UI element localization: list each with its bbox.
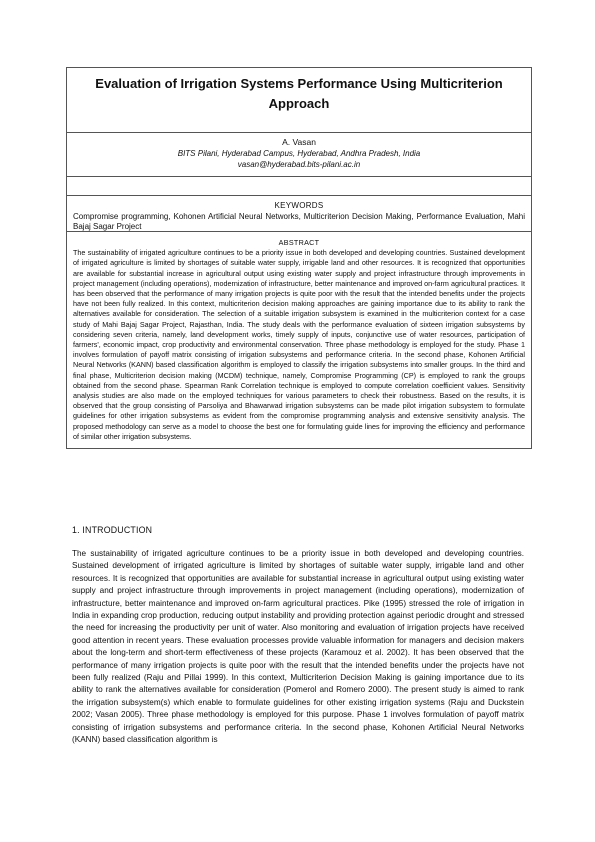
keywords-text: Compromise programming, Kohonen Artificial Neural Networks, Multicriterion Decision Making, Performance Evaluation, Mahi Bajaj Sagar Project	[73, 211, 525, 231]
abstract-section	[67, 232, 531, 448]
introduction-body: The sustainability of irrigated agriculture continues to be a priority issue in both developed and developing countries. Sustained development of irrigated agriculture is limited by shortages of suitable water supply, irrigable land and other resources. It is recognized that opportunities are available for substantial increase in agricultural output using existing water supply and project infrastructure through improvements in project management (including operations), modernization of infrastructure, better maintenance and improved on-farm agricultural practices. Pike (1995) stressed the role of irrigation in India in expanding crop production, reducing output instability and providing protection against periodic drought and stressed the need for increasing the productivity per unit of water. Also monitoring and evaluation of irrigation projects have received good attention in recent years. These evaluation processes provide valuable information for managers and decision makers about the long-term and short-term effectiveness of these projects (Karamouz et al. 2002). It has been observed that the performance of many irrigation projects is quite poor with the result that the intended benefits under the projects have not been fully realized (Raju and Pillai 1999). In this context, Multicriterion Decision Making is gaining importance due to its ability to rank the alternatives available for consideration (Pomerol and Romero 2000). The present study is aimed to rank the irrigation subsystem(s) which enable to formulate guidelines for other existing irrigation systems (Raju and Duckstein 2002; Vasan 2005). Three phase methodology is employed for this purpose. Phase 1 involves formulation of payoff matrix consisting of irrigation subsystems and performance criteria. In the second phase, Kohonen Artificial Neural Networks (KANN) based classification algorithm is	[72, 549, 524, 745]
title-section	[67, 68, 531, 133]
paper-header-box	[66, 67, 532, 449]
author-email: vasan@hyderabad.bits-pilani.ac.in	[237, 160, 361, 169]
keywords-section	[67, 196, 531, 232]
introduction-heading: 1. INTRODUCTION	[72, 525, 153, 535]
keywords-heading: KEYWORDS	[274, 201, 324, 210]
author-section	[67, 133, 531, 177]
abstract-heading: ABSTRACT	[278, 238, 320, 247]
author-name: A. Vasan	[282, 137, 316, 147]
author-affiliation: BITS Pilani, Hyderabad Campus, Hyderabad, Andhra Pradesh, India	[177, 149, 421, 158]
section-spacer	[67, 177, 531, 196]
abstract-text: The sustainability of irrigated agriculture continues to be a priority issue in both developed and developing countries. Sustained development of irrigated agriculture is limited by shortages of suitable water supply, irrigable land and other resources. It is recognized that opportunities are available for substantial increase in agricultural output using existing water supply and project infrastructure through improvements in project management (including operations), modernization of infrastructure, better maintenance and improved on-farm agricultural practices. It has been observed that the performance of many irrigation projects is quite poor with the result that the intended benefits under the projects have not been fully realized. In this context, multicriterion decision making approaches are gaining importance due to its ability to rank the alternatives available for consideration. The selection of a suitable irrigation subsystem is examined in the multicriterion context for a case study of Mahi Bajaj Sagar Project, Rajasthan, India. The study deals with the performance evaluation of sixteen irrigation subsystems by considering seven criteria, namely, land development works, timely supply of inputs, conjunctive use of water resources, participation of farmers', economic impact, crop productivity and environmental conservation. Three phase methodology is employed for the study. Phase 1 involves formulation of payoff matrix consisting of irrigation subsystems and performance criteria. In the second phase, Kohonen Artificial Neural Networks (KANN) based classification algorithm is employed to classify the irrigation subsystems into smaller groups. In the third and final phase, Multicriterion decision making (MCDM) technique, namely, Compromise Programming (CP) is employed to rank the groups obtained from the second phase. Spearman Rank Correlation technique is employed to compute correlation coefficient values. Sensitivity analysis studies are also made on the employed techniques for various parameters to check their robustness. Based on the results, it is observed that the group consisting of Parsoliya and Bhawarwad irrigation subsystems can be made pilot irrigation subsystem to formulate guidelines for other irrigation subsystems as evident from the compromise programming analysis and extensive sensitivity analysis. The proposed methodology can serve as a model to choose the best one for formulating guide lines for improving the efficiency and performance of similar other irrigation subsystems.	[73, 248, 525, 441]
paper-title: Evaluation of Irrigation Systems Performance Using Multicriterion Approach	[95, 76, 503, 111]
